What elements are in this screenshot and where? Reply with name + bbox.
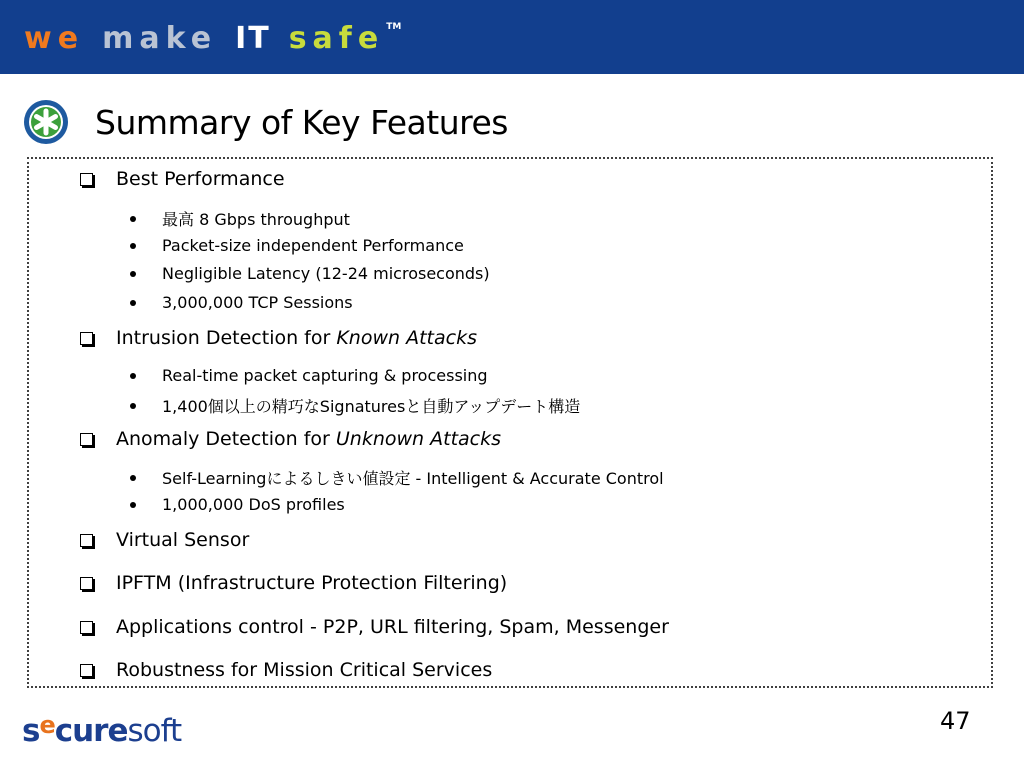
sub-item-label: Negligible Latency (12-24 microseconds)	[162, 264, 490, 283]
bullet-dot-icon	[130, 502, 136, 508]
sub-item	[130, 264, 490, 283]
feature-label: Applications control - P2P, URL filtering, Spam, Messenger	[116, 616, 669, 638]
checkbox-bullet-icon	[80, 173, 93, 186]
logo-part: e	[39, 711, 55, 739]
feature-label-emphasis: Unknown Attacks	[335, 428, 502, 450]
bullet-dot-icon	[130, 271, 136, 277]
sub-item-label: 1,000,000 DoS profiles	[162, 495, 345, 514]
feature-label	[116, 327, 477, 349]
securesoft-logo	[22, 709, 181, 749]
brand-word-safe: safe	[288, 20, 385, 56]
feature-label: Robustness for Mission Critical Services	[116, 659, 493, 681]
feature-anomaly-detection	[80, 428, 501, 450]
logo-part: s	[22, 713, 40, 749]
header-bar	[0, 0, 1024, 74]
bullet-dot-icon	[130, 403, 136, 409]
brand-trademark: TM	[386, 22, 402, 32]
feature-intrusion-detection	[80, 327, 477, 349]
asterisk-icon	[23, 99, 69, 145]
feature-virtual-sensor	[80, 529, 249, 551]
feature-label: Virtual Sensor	[116, 529, 250, 551]
sub-item-label: 1,400個以上の精巧なSignaturesと自動アップデート構造	[162, 397, 581, 416]
feature-applications-control	[80, 616, 669, 638]
brand-word-make: make	[102, 20, 218, 56]
sub-item	[130, 466, 664, 489]
bullet-dot-icon	[130, 300, 136, 306]
sub-item	[130, 293, 353, 312]
bullet-dot-icon	[130, 475, 136, 481]
brand-logo	[24, 20, 401, 56]
checkbox-bullet-icon	[80, 332, 93, 345]
sub-item-label: Self-Learningによるしきい値設定 - Intelligent & Accurate Control	[162, 469, 664, 488]
sub-item-label: 3,000,000 TCP Sessions	[162, 293, 353, 312]
slide-title: Summary of Key Features	[95, 103, 508, 142]
bullet-dot-icon	[130, 243, 136, 249]
bullet-dot-icon	[130, 373, 136, 379]
checkbox-bullet-icon	[80, 621, 93, 634]
sub-item	[130, 495, 345, 514]
logo-part: soft	[127, 713, 182, 749]
sub-item-label: 最高 8 Gbps throughput	[162, 210, 350, 229]
sub-item-label: Packet-size independent Performance	[162, 236, 464, 255]
feature-label-emphasis: Known Attacks	[336, 327, 477, 349]
feature-label-plain: Anomaly Detection for	[116, 428, 336, 450]
feature-robustness	[80, 659, 492, 681]
checkbox-bullet-icon	[80, 534, 93, 547]
sub-item	[130, 366, 488, 385]
checkbox-bullet-icon	[80, 664, 93, 677]
feature-label: IPFTM (Infrastructure Protection Filtering)	[116, 572, 508, 594]
feature-best-performance	[80, 168, 285, 190]
bullet-dot-icon	[130, 216, 136, 222]
brand-word-we: we	[24, 20, 85, 56]
feature-label: Best Performance	[116, 168, 285, 190]
sub-item	[130, 236, 464, 255]
sub-item	[130, 394, 580, 417]
brand-word-it: IT	[235, 20, 271, 56]
feature-ipf	[80, 572, 507, 594]
checkbox-bullet-icon	[80, 577, 93, 590]
logo-part: cure	[54, 713, 128, 749]
feature-label	[116, 428, 501, 450]
sub-item	[130, 207, 350, 230]
feature-label-plain: Intrusion Detection for	[116, 327, 337, 349]
page-number: 47	[940, 707, 971, 735]
checkbox-bullet-icon	[80, 433, 93, 446]
sub-item-label: Real-time packet capturing & processing	[162, 366, 488, 385]
